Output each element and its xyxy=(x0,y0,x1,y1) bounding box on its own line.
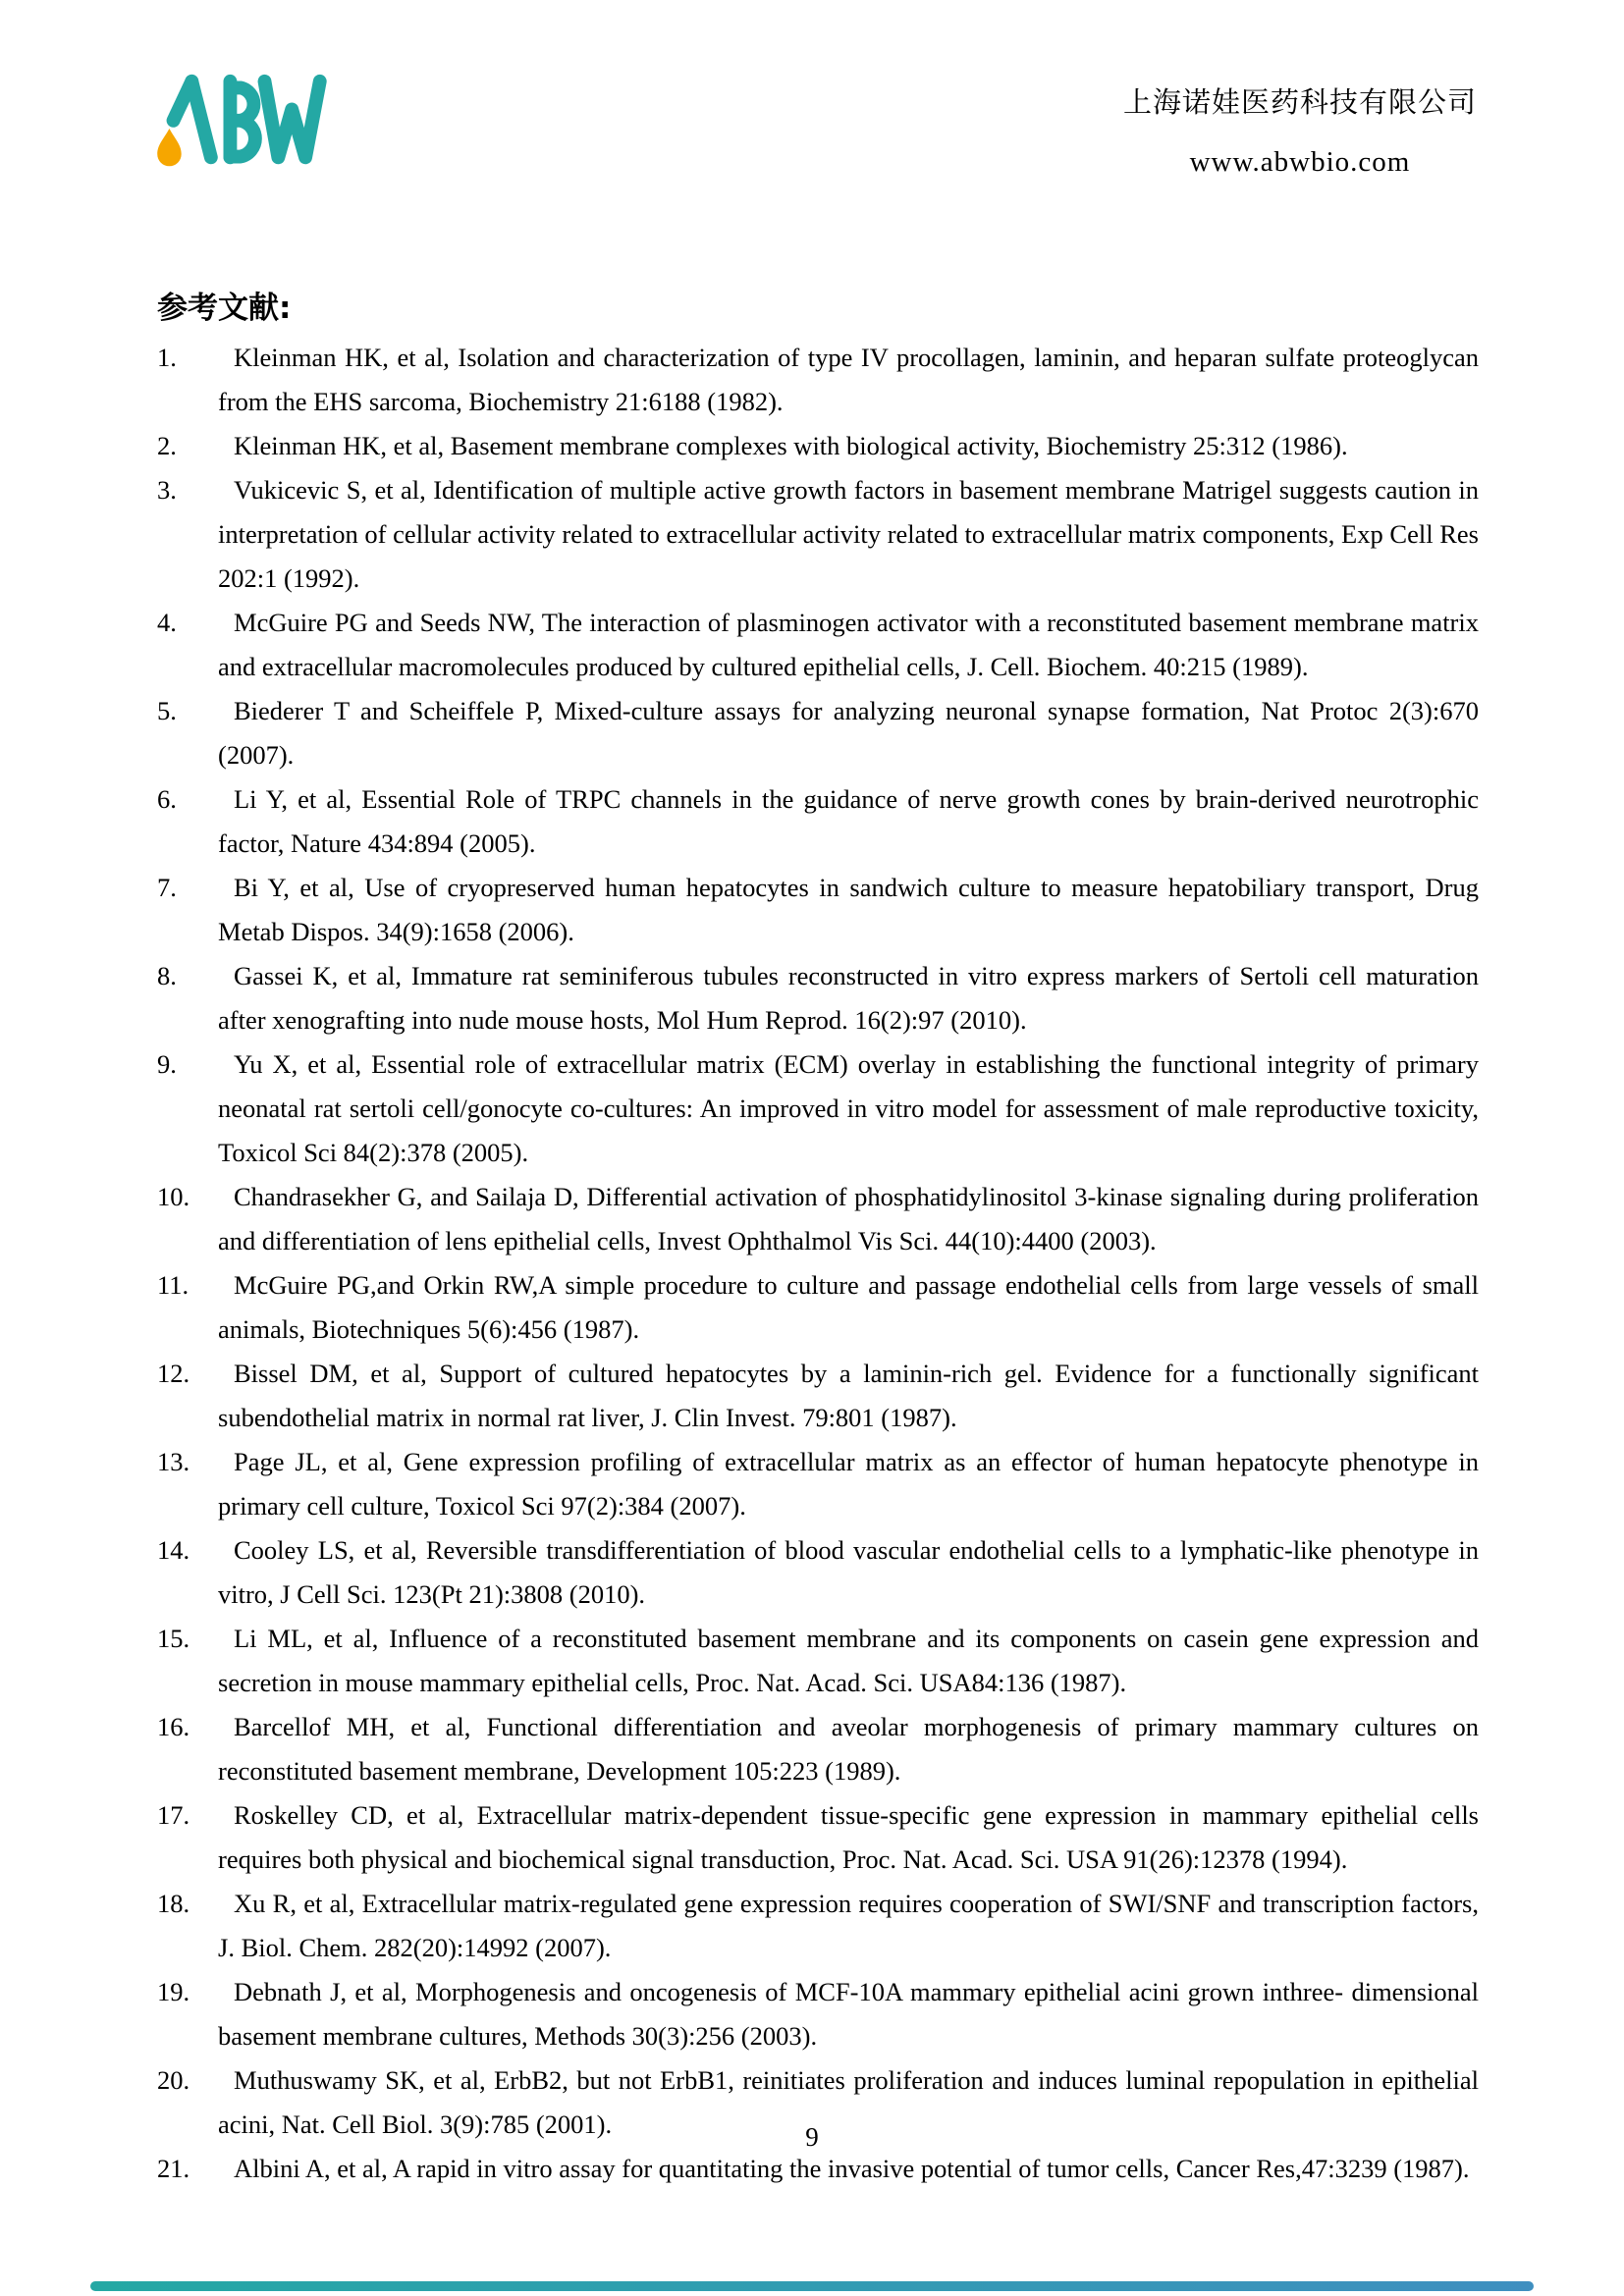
reference-item xyxy=(157,601,1479,689)
abw-logo xyxy=(145,67,353,173)
reference-number: 14. xyxy=(157,1535,190,1565)
reference-item xyxy=(157,1793,1479,1882)
reference-text: Xu R, et al, Extracellular matrix-regulated gene expression requires cooperation of SWI/SNF and transcription factors, J. Biol. Chem. 282(20):14992 (2007). xyxy=(218,1889,1479,1962)
reference-text: Biederer T and Scheiffele P, Mixed-culture assays for analyzing neuronal synapse formation, Nat Protoc 2(3):670 (2007). xyxy=(218,696,1479,770)
reference-text: Kleinman HK, et al, Basement membrane complexes with biological activity, Biochemistry 25:312 (1986). xyxy=(234,431,1348,460)
reference-text: Li ML, et al, Influence of a reconstituted basement membrane and its components on casein gene expression and secretion in mouse mammary epithelial cells, Proc. Nat. Acad. Sci. USA84:136 (1987). xyxy=(218,1624,1479,1697)
reference-number: 4. xyxy=(157,608,177,637)
reference-number: 20. xyxy=(157,2065,190,2095)
reference-item xyxy=(157,468,1479,601)
reference-number: 5. xyxy=(157,696,177,725)
reference-list xyxy=(157,336,1479,2191)
abw-logo-graphic xyxy=(145,67,353,173)
reference-number: 6. xyxy=(157,784,177,814)
reference-item xyxy=(157,866,1479,954)
reference-item xyxy=(157,1263,1479,1352)
company-name: 上海诺娃医药科技有限公司 xyxy=(1122,85,1477,119)
reference-number: 2. xyxy=(157,431,177,460)
reference-number: 7. xyxy=(157,873,177,902)
reference-item xyxy=(157,2147,1479,2191)
reference-item xyxy=(157,1705,1479,1793)
reference-text: Muthuswamy SK, et al, ErbB2, but not ErbB1, reinitiates proliferation and induces luminal repopulation in epithelial acini, Nat. Cell Biol. 3(9):785 (2001). xyxy=(218,2065,1479,2139)
reference-item xyxy=(157,424,1479,468)
reference-number: 1. xyxy=(157,343,177,372)
reference-item xyxy=(157,336,1479,424)
reference-item xyxy=(157,1440,1479,1528)
reference-item xyxy=(157,1617,1479,1705)
footer-rule xyxy=(90,2281,1534,2291)
reference-text: Li Y, et al, Essential Role of TRPC channels in the guidance of nerve growth cones by brain-derived neurotrophic factor, Nature 434:894 (2005). xyxy=(218,784,1479,858)
reference-text: Page JL, et al, Gene expression profiling of extracellular matrix as an effector of human hepatocyte phenotype in primary cell culture, Toxicol Sci 97(2):384 (2007). xyxy=(218,1447,1479,1521)
reference-text: Cooley LS, et al, Reversible transdifferentiation of blood vascular endothelial cells to a lymphatic-like phenotype in vitro, J Cell Sci. 123(Pt 21):3808 (2010). xyxy=(218,1535,1479,1609)
reference-text: Barcellof MH, et al, Functional differentiation and aveolar morphogenesis of primary mammary cultures on reconstituted basement membrane, Development 105:223 (1989). xyxy=(218,1712,1479,1786)
page-number: 9 xyxy=(805,2122,819,2152)
reference-number: 8. xyxy=(157,961,177,990)
reference-item xyxy=(157,1882,1479,1970)
reference-number: 21. xyxy=(157,2154,190,2183)
reference-item xyxy=(157,777,1479,866)
reference-number: 16. xyxy=(157,1712,190,1741)
reference-item xyxy=(157,1352,1479,1440)
reference-text: Chandrasekher G, and Sailaja D, Differential activation of phosphatidylinositol 3-kinase signaling during proliferation and differentiation of lens epithelial cells, Invest Ophthalmol Vis Sci. 44(10):4400 (2003). xyxy=(218,1182,1479,1255)
section-title: 参考文献: xyxy=(157,291,292,326)
reference-number: 12. xyxy=(157,1359,190,1388)
reference-text: Gassei K, et al, Immature rat seminiferous tubules reconstructed in vitro express markers of Sertoli cell maturation after xenografting into nude mouse hosts, Mol Hum Reprod. 16(2):97 (2010). xyxy=(218,961,1479,1035)
reference-item xyxy=(157,1970,1479,2058)
reference-item xyxy=(157,1042,1479,1175)
reference-item xyxy=(157,1175,1479,1263)
reference-item xyxy=(157,1528,1479,1617)
reference-item xyxy=(157,954,1479,1042)
reference-number: 15. xyxy=(157,1624,190,1653)
reference-number: 3. xyxy=(157,475,177,505)
reference-text: Albini A, et al, A rapid in vitro assay for quantitating the invasive potential of tumor cells, Cancer Res,47:3239 (1987). xyxy=(234,2154,1470,2183)
reference-text: Roskelley CD, et al, Extracellular matrix-dependent tissue-specific gene expression in mammary epithelial cells requires both physical and biochemical signal transduction, Proc. Nat. Acad. Sci. USA 91(26):12378 (1994). xyxy=(218,1800,1479,1874)
reference-number: 17. xyxy=(157,1800,190,1830)
reference-item xyxy=(157,689,1479,777)
reference-text: Vukicevic S, et al, Identification of multiple active growth factors in basement membrane Matrigel suggests caution in interpretation of cellular activity related to extracellular activity related to extracellular matrix components, Exp Cell Res 202:1 (1992). xyxy=(218,475,1479,593)
reference-text: Debnath J, et al, Morphogenesis and oncogenesis of MCF-10A mammary epithelial acini grown inthree- dimensional basement membrane cultures, Methods 30(3):256 (2003). xyxy=(218,1977,1479,2051)
reference-text: McGuire PG and Seeds NW, The interaction of plasminogen activator with a reconstituted basement membrane matrix and extracellular macromolecules produced by cultured epithelial cells, J. Cell. Biochem. 40:215 (1989). xyxy=(218,608,1479,681)
reference-text: Kleinman HK, et al, Isolation and characterization of type IV procollagen, laminin, and heparan sulfate proteoglycan from the EHS sarcoma, Biochemistry 21:6188 (1982). xyxy=(218,343,1479,416)
droplet-icon xyxy=(157,129,181,166)
reference-number: 13. xyxy=(157,1447,190,1476)
reference-text: McGuire PG,and Orkin RW,A simple procedure to culture and passage endothelial cells from large vessels of small animals, Biotechniques 5(6):456 (1987). xyxy=(218,1270,1479,1344)
reference-number: 10. xyxy=(157,1182,190,1211)
website-url: www.abwbio.com xyxy=(1189,146,1411,178)
reference-number: 9. xyxy=(157,1049,177,1079)
reference-text: Yu X, et al, Essential role of extracellular matrix (ECM) overlay in establishing the functional integrity of primary neonatal rat sertoli cell/gonocyte co-cultures: An improved in vitro model for assessment of male reproductive toxicity, Toxicol Sci 84(2):378 (2005). xyxy=(218,1049,1479,1167)
reference-text: Bi Y, et al, Use of cryopreserved human hepatocytes in sandwich culture to measure hepatobiliary transport, Drug Metab Dispos. 34(9):1658 (2006). xyxy=(218,873,1479,946)
reference-text: Bissel DM, et al, Support of cultured hepatocytes by a laminin-rich gel. Evidence for a functionally significant subendothelial matrix in normal rat liver, J. Clin Invest. 79:801 (1987). xyxy=(218,1359,1479,1432)
reference-number: 19. xyxy=(157,1977,190,2006)
letterhead xyxy=(1123,80,1477,179)
reference-number: 18. xyxy=(157,1889,190,1918)
reference-number: 11. xyxy=(157,1270,189,1300)
